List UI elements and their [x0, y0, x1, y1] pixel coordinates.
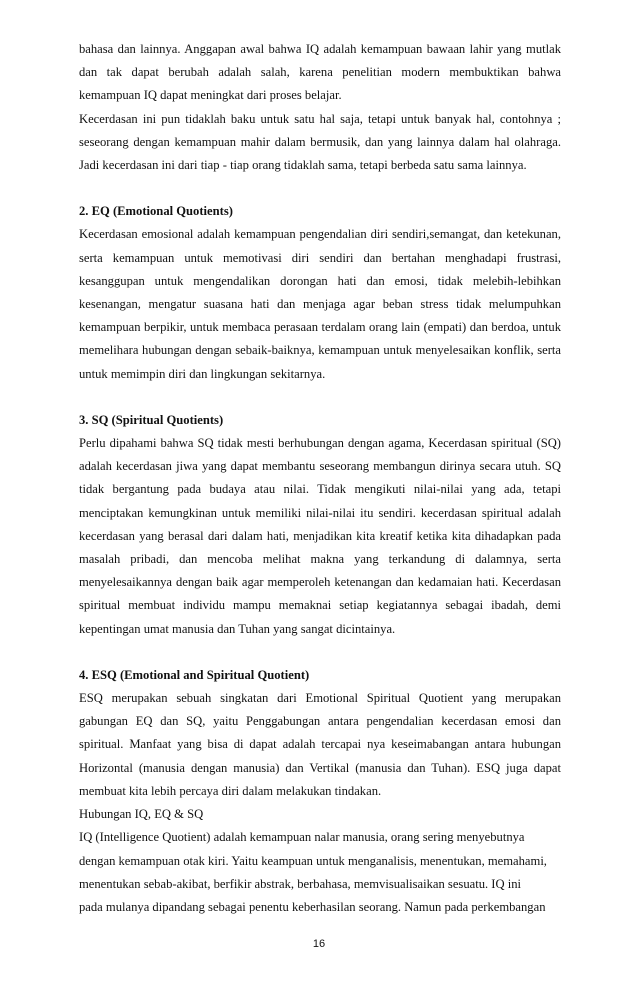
iq-line: pada mulanya dipandang sebagai penentu keberhasilan seorang. Namun pada perkembangan — [79, 899, 546, 914]
intro-paragraph-1: bahasa dan lainnya. Anggapan awal bahwa IQ adalah kemampuan bawaan lahir yang mutlak dan tak dapat berubah adalah salah, karena penelitian modern membuktikan bahwa kemampuan IQ dapat meningkat dari proses belajar. — [79, 42, 561, 103]
paragraph-gap — [79, 386, 561, 409]
section-body-esq: ESQ merupakan sebuah singkatan dari Emotional Spiritual Quotient yang merupakan gabungan EQ dan SQ, yaitu Penggabungan antara pengendalian kecerdasan emosi dan spiritual. Manfaat yang bisa di dapat adalah tercapai nya keseimabangan antara hubungan Horizontal (manusia dengan manusia) dan Vertikal (manusia dan Tuhan). ESQ juga dapat membuat kita lebih percaya diri dalam melakukan tindakan. — [79, 691, 561, 798]
section-heading-sq: 3. SQ (Spiritual Quotients) — [79, 412, 224, 427]
iq-line: menentukan sebab-akibat, berfikir abstrak, berbahasa, memvisualisaikan sesuatu. IQ ini — [79, 876, 522, 891]
section-heading-eq: 2. EQ (Emotional Quotients) — [79, 204, 233, 219]
section-body-sq: Perlu dipahami bahwa SQ tidak mesti berhubungan dengan agama, Kecerdasan spiritual (SQ) adalah kecerdasan jiwa yang dapat membantu seseorang membangun dirinya secara utuh. SQ tidak bergantung pada budaya atau nilai. Tidak mengikuti nilai-nilai yang ada, tetapi menciptakan kemungkinan untuk memiliki nilai-nilai itu sendiri. kecerdasan spiritual adalah kecerdasan yang berasal dari dalam hati, menjadikan kita kreatif ketika kita dihadapkan pada masalah pribadi, dan mencoba melihat makna yang terkandung di dalamnya, serta menyelesaikannya dengan baik agar memperoleh ketenangan dan kedamaian hati. Kecerdasan spiritual membuat individu mampu memaknai setiap kegiatannya sebagai ibadah, demi kepentingan umat manusia dan Tuhan yang sangat dicintainya. — [79, 436, 561, 636]
intro-paragraph-2: Kecerdasan ini pun tidaklah baku untuk satu hal saja, tetapi untuk banyak hal, contohnya ; seseorang dengan kemampuan mahir dalam bermusik, dan yang lainnya dalam hal olahraga. Jadi kecerdasan ini dari tiap - tiap orang tidaklah sama, tetapi berbeda satu sama lainnya. — [79, 111, 561, 173]
section-heading-esq: 4. ESQ (Emotional and Spiritual Quotient) — [79, 667, 310, 682]
page-number: 16 — [312, 938, 326, 950]
iq-line: dengan kemampuan otak kiri. Yaitu keampuan untuk menganalisis, menentukan, memahami, — [79, 853, 547, 868]
paragraph-gap — [79, 641, 561, 664]
iq-line: IQ (Intelligence Quotient) adalah kemampuan nalar manusia, orang sering menyebutnya — [79, 830, 525, 845]
page-content — [79, 38, 561, 919]
section-body-eq: Kecerdasan emosional adalah kemampuan pengendalian diri sendiri,semangat, dan ketekunan, serta kemampuan untuk memotivasi diri sendiri dan bertahan menghadapi frustrasi, kesanggupan untuk mengendalikan dorongan hati dan emosi, tidak melebih-lebihkan kesenangan, mengatur suasana hati dan menjaga agar beban stress tidak melumpuhkan kemampuan berpikir, untuk membaca perasaan terdalam orang lain (empati) dan berdoa, untuk memelihara hubungan dengan sebaik-baiknya, kemampuan untuk menyelesaikan konflik, serta untuk memimpin diri dan lingkungan sekitarnya. — [79, 227, 561, 381]
paragraph-gap — [79, 177, 561, 200]
subheading-hubungan: Hubungan IQ, EQ & SQ — [79, 807, 204, 822]
